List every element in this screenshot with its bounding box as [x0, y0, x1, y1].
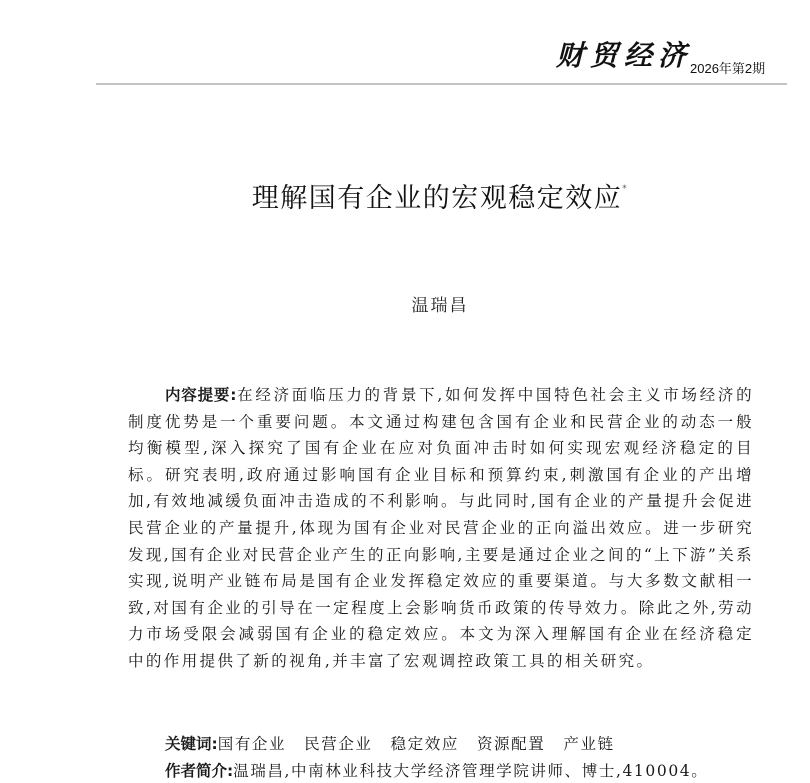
keywords-line	[165, 737, 805, 753]
author-bio-label-separator: :	[227, 762, 234, 780]
keywords-label-separator: :	[211, 735, 218, 753]
keywords-label: 关键词	[165, 735, 212, 753]
author-bio-text: 温瑞昌,中南林业科技大学经济管理学院讲师、博士,410004。	[233, 762, 709, 780]
keyword: 资源配置	[476, 735, 546, 753]
keyword: 民营企业	[304, 735, 373, 753]
abstract-text: 在经济面临压力的背景下,如何发挥中国特色社会主义市场经济的制度优势是一个重要问题。本文通过构建包含国有企业和民营企业的动态一般均衡模型,深入探究了国有企业在应对负面冲击时如何实现宏观经济稳定的目标。研究表明,政府通过影响国有企业目标和预算约束,刺激国有企业的产出增加,有效地减缓负面冲击造成的不利影响。与此同时,国有企业的产量提升会促进民营企业的产量提升,体现为国有企业对民营企业的正向溢出效应。进一步研究发现,国有企业对民营企业产生的正向影响,主要是通过企业之间的“上下游”关系实现,说明产业链布局是国有企业发挥稳定效应的重要渠道。与大多数文献相一致,对国有企业的引导在一定程度上会影响货币政策的传导效力。除此之外,劳动力市场受限会减弱国有企业的稳定效应。本文为深入理解国有企业在经济稳定中的作用提供了新的视角,并丰富了宏观调控政策工具的相关研究。	[128, 386, 755, 670]
issue-number: 2026年第2期	[690, 61, 766, 76]
keyword: 稳定效应	[390, 735, 459, 753]
article-title: 理解国有企业的宏观稳定效应	[251, 183, 623, 214]
abstract-label-separator: :	[230, 386, 237, 404]
author-bio-label: 作者简介	[165, 762, 228, 780]
author-bio-line	[165, 764, 805, 780]
abstract	[128, 382, 754, 675]
abstract-label: 内容提要	[165, 386, 231, 404]
article-title-block	[0, 185, 810, 212]
keyword: 国有企业	[217, 735, 287, 753]
author-name: 温瑞昌	[411, 296, 469, 316]
keyword: 产业链	[563, 735, 615, 753]
journal-logo: 财贸经济	[556, 39, 693, 72]
title-footnote-marker[interactable]: *	[622, 184, 629, 194]
page-header	[0, 0, 810, 90]
header-divider	[96, 83, 787, 85]
